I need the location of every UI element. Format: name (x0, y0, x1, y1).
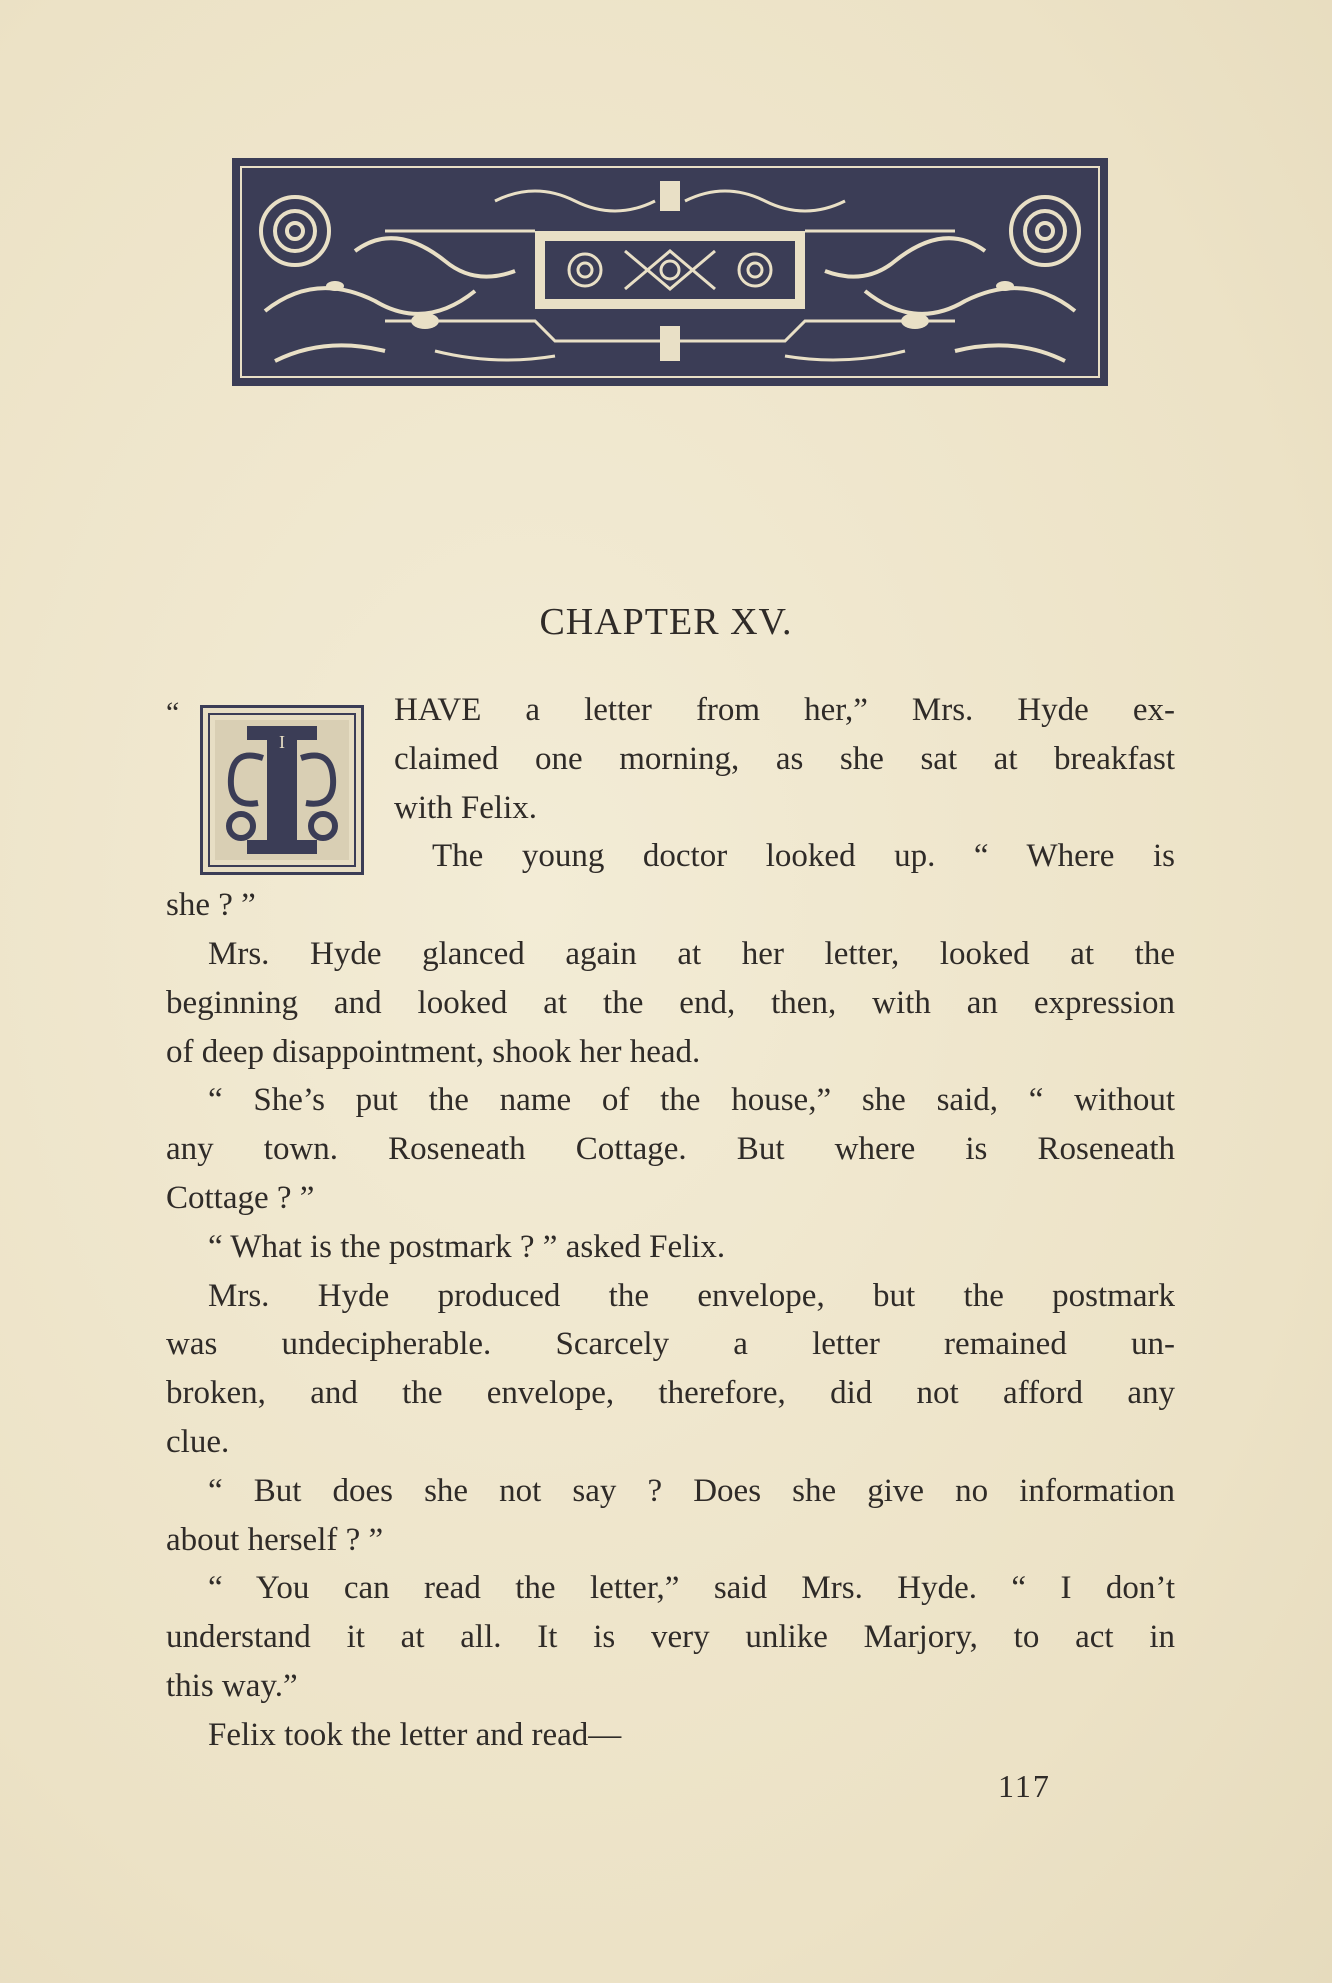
headpiece-ornament-icon (235, 161, 1105, 383)
text-line: “ But does she not say ? Does she give no information (208, 1472, 1175, 1509)
text-line: Mrs. Hyde produced the envelope, but the postmark (208, 1277, 1175, 1314)
text-line: with Felix. (394, 789, 538, 826)
text-line: understand it at all. It is very unlike Marjory, to act in (166, 1619, 1175, 1656)
chapter-headpiece-ornament (232, 158, 1108, 386)
text-line: claimed one morning, as she sat at breakfast (394, 740, 1175, 777)
text-line: broken, and the envelope, therefore, did not afford any (166, 1375, 1175, 1412)
text-line: clue. (166, 1423, 230, 1460)
text-line: of deep disappointment, shook her head. (166, 1033, 701, 1070)
text-line: The young doctor looked up. “ Where is (432, 838, 1175, 875)
text-line: Cottage ? ” (166, 1179, 315, 1216)
drop-cap-letter: I (279, 732, 285, 752)
text-line: Mrs. Hyde glanced again at her letter, looked at the (208, 935, 1175, 972)
text-line: HAVE a letter from her,” Mrs. Hyde ex- (394, 692, 1175, 728)
page-number: 117 (998, 1768, 1051, 1804)
chapter-body-text (166, 686, 1175, 1760)
text-line: “ You can read the letter,” said Mrs. Hyde. “ I don’t (208, 1570, 1175, 1607)
text-line: was undecipherable. Scarcely a letter remained un- (166, 1326, 1175, 1363)
text-line: beginning and looked at the end, then, with an expression (166, 984, 1175, 1021)
text-line: about herself ? ” (166, 1521, 384, 1558)
text-line: “ She’s put the name of the house,” she said, “ without (208, 1082, 1175, 1119)
text-line: any town. Roseneath Cottage. But where is Roseneath (166, 1131, 1175, 1168)
text-line: she ? ” (166, 887, 256, 924)
text-line: this way.” (166, 1667, 298, 1704)
text-line: Felix took the letter and read— (208, 1716, 622, 1753)
chapter-title: CHAPTER XV. (539, 601, 793, 643)
text-line: “ What is the postmark ? ” asked Felix. (208, 1228, 726, 1265)
opening-quote-mark: “ (166, 696, 180, 729)
